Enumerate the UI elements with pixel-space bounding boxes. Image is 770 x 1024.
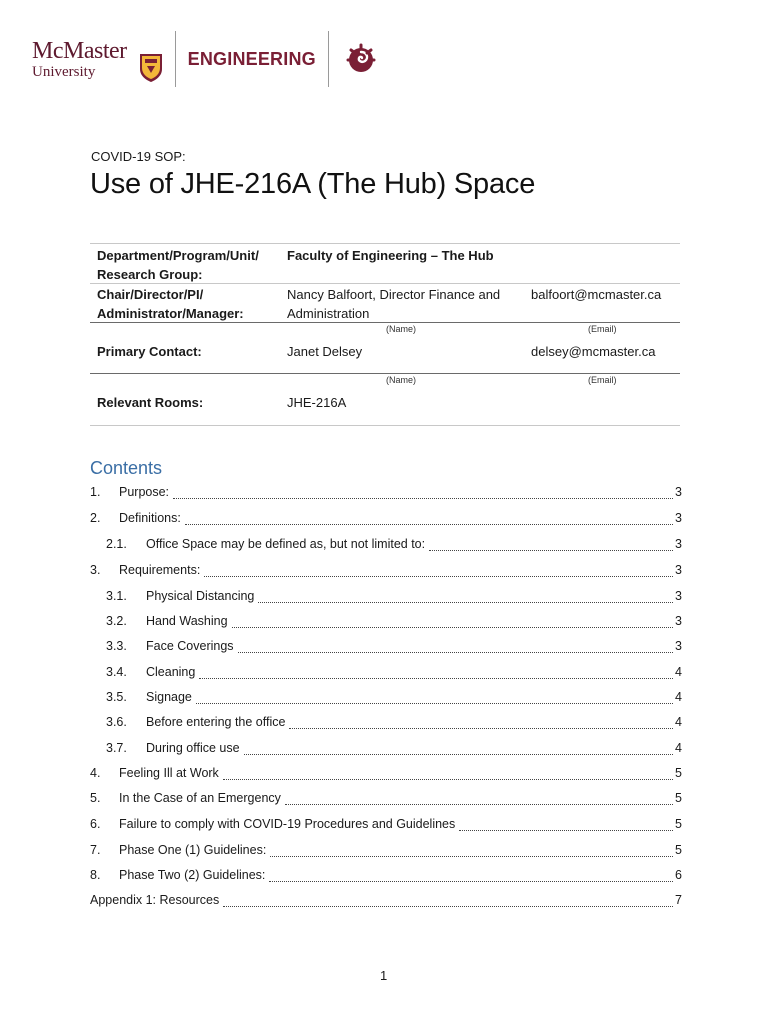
toc-entry-title: During office use bbox=[146, 741, 240, 755]
toc-leader-dots bbox=[223, 906, 673, 907]
toc-entry-number: 1. bbox=[90, 485, 101, 499]
toc-entry-title: Phase One (1) Guidelines: bbox=[119, 843, 267, 857]
toc-leader-dots bbox=[238, 652, 674, 653]
toc-entry[interactable] bbox=[90, 511, 682, 529]
toc-leader-dots bbox=[285, 804, 673, 805]
table-row bbox=[90, 322, 680, 373]
toc-entry-title: Purpose: bbox=[119, 485, 170, 499]
toc-entry-title: Cleaning bbox=[146, 665, 196, 679]
toc-leader-dots bbox=[199, 678, 673, 679]
name-caption: (Name) bbox=[386, 375, 417, 385]
toc-entry-number: 7. bbox=[90, 843, 101, 857]
chair-name-line1: Nancy Balfoort, Director Finance and bbox=[287, 287, 501, 302]
toc-leader-dots bbox=[429, 550, 673, 551]
toc-entry[interactable] bbox=[90, 690, 682, 708]
toc-entry-page: 3 bbox=[675, 639, 682, 653]
toc-entry-number: 4. bbox=[90, 766, 101, 780]
toc-entry[interactable] bbox=[90, 639, 682, 657]
toc-entry-page: 3 bbox=[675, 485, 682, 499]
toc-entry-title: Face Coverings bbox=[146, 639, 234, 653]
primary-contact-email: delsey@mcmaster.ca bbox=[531, 344, 656, 359]
toc-entry[interactable] bbox=[90, 817, 682, 835]
toc-entry-title: Before entering the office bbox=[146, 715, 286, 729]
toc-entry-page: 3 bbox=[675, 537, 682, 551]
mcmaster-wordmark bbox=[32, 39, 127, 80]
dept-value: Faculty of Engineering – The Hub bbox=[287, 248, 494, 263]
toc-entry-number: 3.5. bbox=[106, 690, 127, 704]
toc-entry[interactable] bbox=[90, 563, 682, 581]
toc-entry-page: 4 bbox=[675, 665, 682, 679]
toc-entry-page: 6 bbox=[675, 868, 682, 882]
relevant-rooms-label: Relevant Rooms: bbox=[97, 395, 204, 410]
email-caption: (Email) bbox=[588, 375, 617, 385]
toc-entry[interactable] bbox=[90, 665, 682, 683]
toc-entry-title: In the Case of an Emergency bbox=[119, 791, 281, 805]
divider bbox=[328, 31, 329, 87]
toc-entry-page: 3 bbox=[675, 589, 682, 603]
divider bbox=[175, 31, 176, 87]
toc-entry[interactable] bbox=[90, 537, 682, 555]
primary-contact-label: Primary Contact: bbox=[97, 344, 202, 359]
toc-leader-dots bbox=[270, 856, 673, 857]
toc-entry-title: Signage bbox=[146, 690, 192, 704]
toc-entry-title: Office Space may be defined as, but not limited to: bbox=[146, 537, 426, 551]
toc-entry-title: Requirements: bbox=[119, 563, 201, 577]
toc-leader-dots bbox=[258, 602, 673, 603]
table-row bbox=[90, 283, 680, 322]
toc-entry[interactable] bbox=[90, 791, 682, 809]
toc-entry-number: 8. bbox=[90, 868, 101, 882]
toc-leader-dots bbox=[244, 754, 673, 755]
toc-entry-page: 3 bbox=[675, 614, 682, 628]
email-caption: (Email) bbox=[588, 324, 617, 334]
faculty-wordmark: ENGINEERING bbox=[187, 48, 316, 69]
page-header bbox=[32, 28, 379, 90]
toc-leader-dots bbox=[232, 627, 674, 628]
toc-entry[interactable] bbox=[90, 614, 682, 632]
table-bottom-rule bbox=[90, 425, 680, 426]
dept-label-line1: Department/Program/Unit/ bbox=[97, 248, 259, 263]
toc-entry[interactable] bbox=[90, 741, 682, 759]
toc-entry-page: 4 bbox=[675, 690, 682, 704]
toc-leader-dots bbox=[269, 881, 673, 882]
toc-entry-page: 3 bbox=[675, 511, 682, 525]
document-title: Use of JHE-216A (The Hub) Space bbox=[90, 168, 536, 200]
toc-entry[interactable] bbox=[90, 893, 682, 911]
toc-entry-page: 5 bbox=[675, 766, 682, 780]
chair-label-line1: Chair/Director/PI/ bbox=[97, 287, 204, 302]
toc-leader-dots bbox=[459, 830, 673, 831]
toc-entry-number: 5. bbox=[90, 791, 101, 805]
chair-label-line2: Administrator/Manager: bbox=[97, 306, 244, 321]
toc-entry-number: 6. bbox=[90, 817, 101, 831]
toc-leader-dots bbox=[173, 498, 673, 499]
toc-entry-page: 5 bbox=[675, 817, 682, 831]
table-row bbox=[90, 243, 680, 283]
table-row bbox=[90, 373, 680, 425]
relevant-rooms-value: JHE-216A bbox=[287, 395, 347, 410]
toc-entry-page: 4 bbox=[675, 741, 682, 755]
toc-entry-title: Definitions: bbox=[119, 511, 181, 525]
toc-leader-dots bbox=[196, 703, 673, 704]
toc-entry-title: Phase Two (2) Guidelines: bbox=[119, 868, 266, 882]
toc-entry-title: Appendix 1: Resources bbox=[90, 893, 220, 907]
toc-entry-number: 3.3. bbox=[106, 639, 127, 653]
document-label: COVID-19 SOP: bbox=[91, 149, 186, 164]
contents-heading: Contents bbox=[90, 458, 163, 478]
toc-entry-number: 2.1. bbox=[106, 537, 127, 551]
toc-entry-number: 3.2. bbox=[106, 614, 127, 628]
name-caption: (Name) bbox=[386, 324, 417, 334]
toc-entry[interactable] bbox=[90, 589, 682, 607]
toc-entry-number: 3.1. bbox=[106, 589, 127, 603]
toc-entry-page: 5 bbox=[675, 843, 682, 857]
toc-entry-number: 3.7. bbox=[106, 741, 127, 755]
toc-entry-title: Failure to comply with COVID-19 Procedures and Guidelines bbox=[119, 817, 456, 831]
toc-entry-page: 5 bbox=[675, 791, 682, 805]
toc-entry-number: 2. bbox=[90, 511, 101, 525]
toc-leader-dots bbox=[185, 524, 673, 525]
toc-entry-page: 7 bbox=[675, 893, 682, 907]
university-subtitle: University bbox=[32, 63, 96, 80]
university-name: McMaster bbox=[32, 37, 127, 64]
toc-entry-title: Feeling Ill at Work bbox=[119, 766, 219, 780]
toc-entry[interactable] bbox=[90, 485, 682, 503]
primary-contact-name: Janet Delsey bbox=[287, 344, 363, 359]
mcmaster-shield-icon bbox=[139, 53, 163, 83]
toc-entry-title: Hand Washing bbox=[146, 614, 228, 628]
toc-entry-number: 3. bbox=[90, 563, 101, 577]
chair-email: balfoort@mcmaster.ca bbox=[531, 287, 662, 302]
toc-entry-page: 4 bbox=[675, 715, 682, 729]
toc-entry-page: 3 bbox=[675, 563, 682, 577]
dept-label-line2: Research Group: bbox=[97, 267, 203, 282]
toc-entry[interactable] bbox=[90, 868, 682, 886]
toc-entry-number: 3.4. bbox=[106, 665, 127, 679]
toc-entry-title: Physical Distancing bbox=[146, 589, 255, 603]
toc-entry[interactable] bbox=[90, 843, 682, 861]
toc-entry[interactable] bbox=[90, 715, 682, 733]
toc-entry[interactable] bbox=[90, 766, 682, 784]
toc-leader-dots bbox=[223, 779, 673, 780]
engineering-swirl-logo-icon bbox=[343, 41, 379, 77]
toc-leader-dots bbox=[289, 728, 673, 729]
info-table bbox=[90, 243, 680, 426]
page-number: 1 bbox=[380, 968, 388, 983]
chair-name-line2: Administration bbox=[287, 306, 370, 321]
toc-leader-dots bbox=[204, 576, 673, 577]
toc-entry-number: 3.6. bbox=[106, 715, 127, 729]
